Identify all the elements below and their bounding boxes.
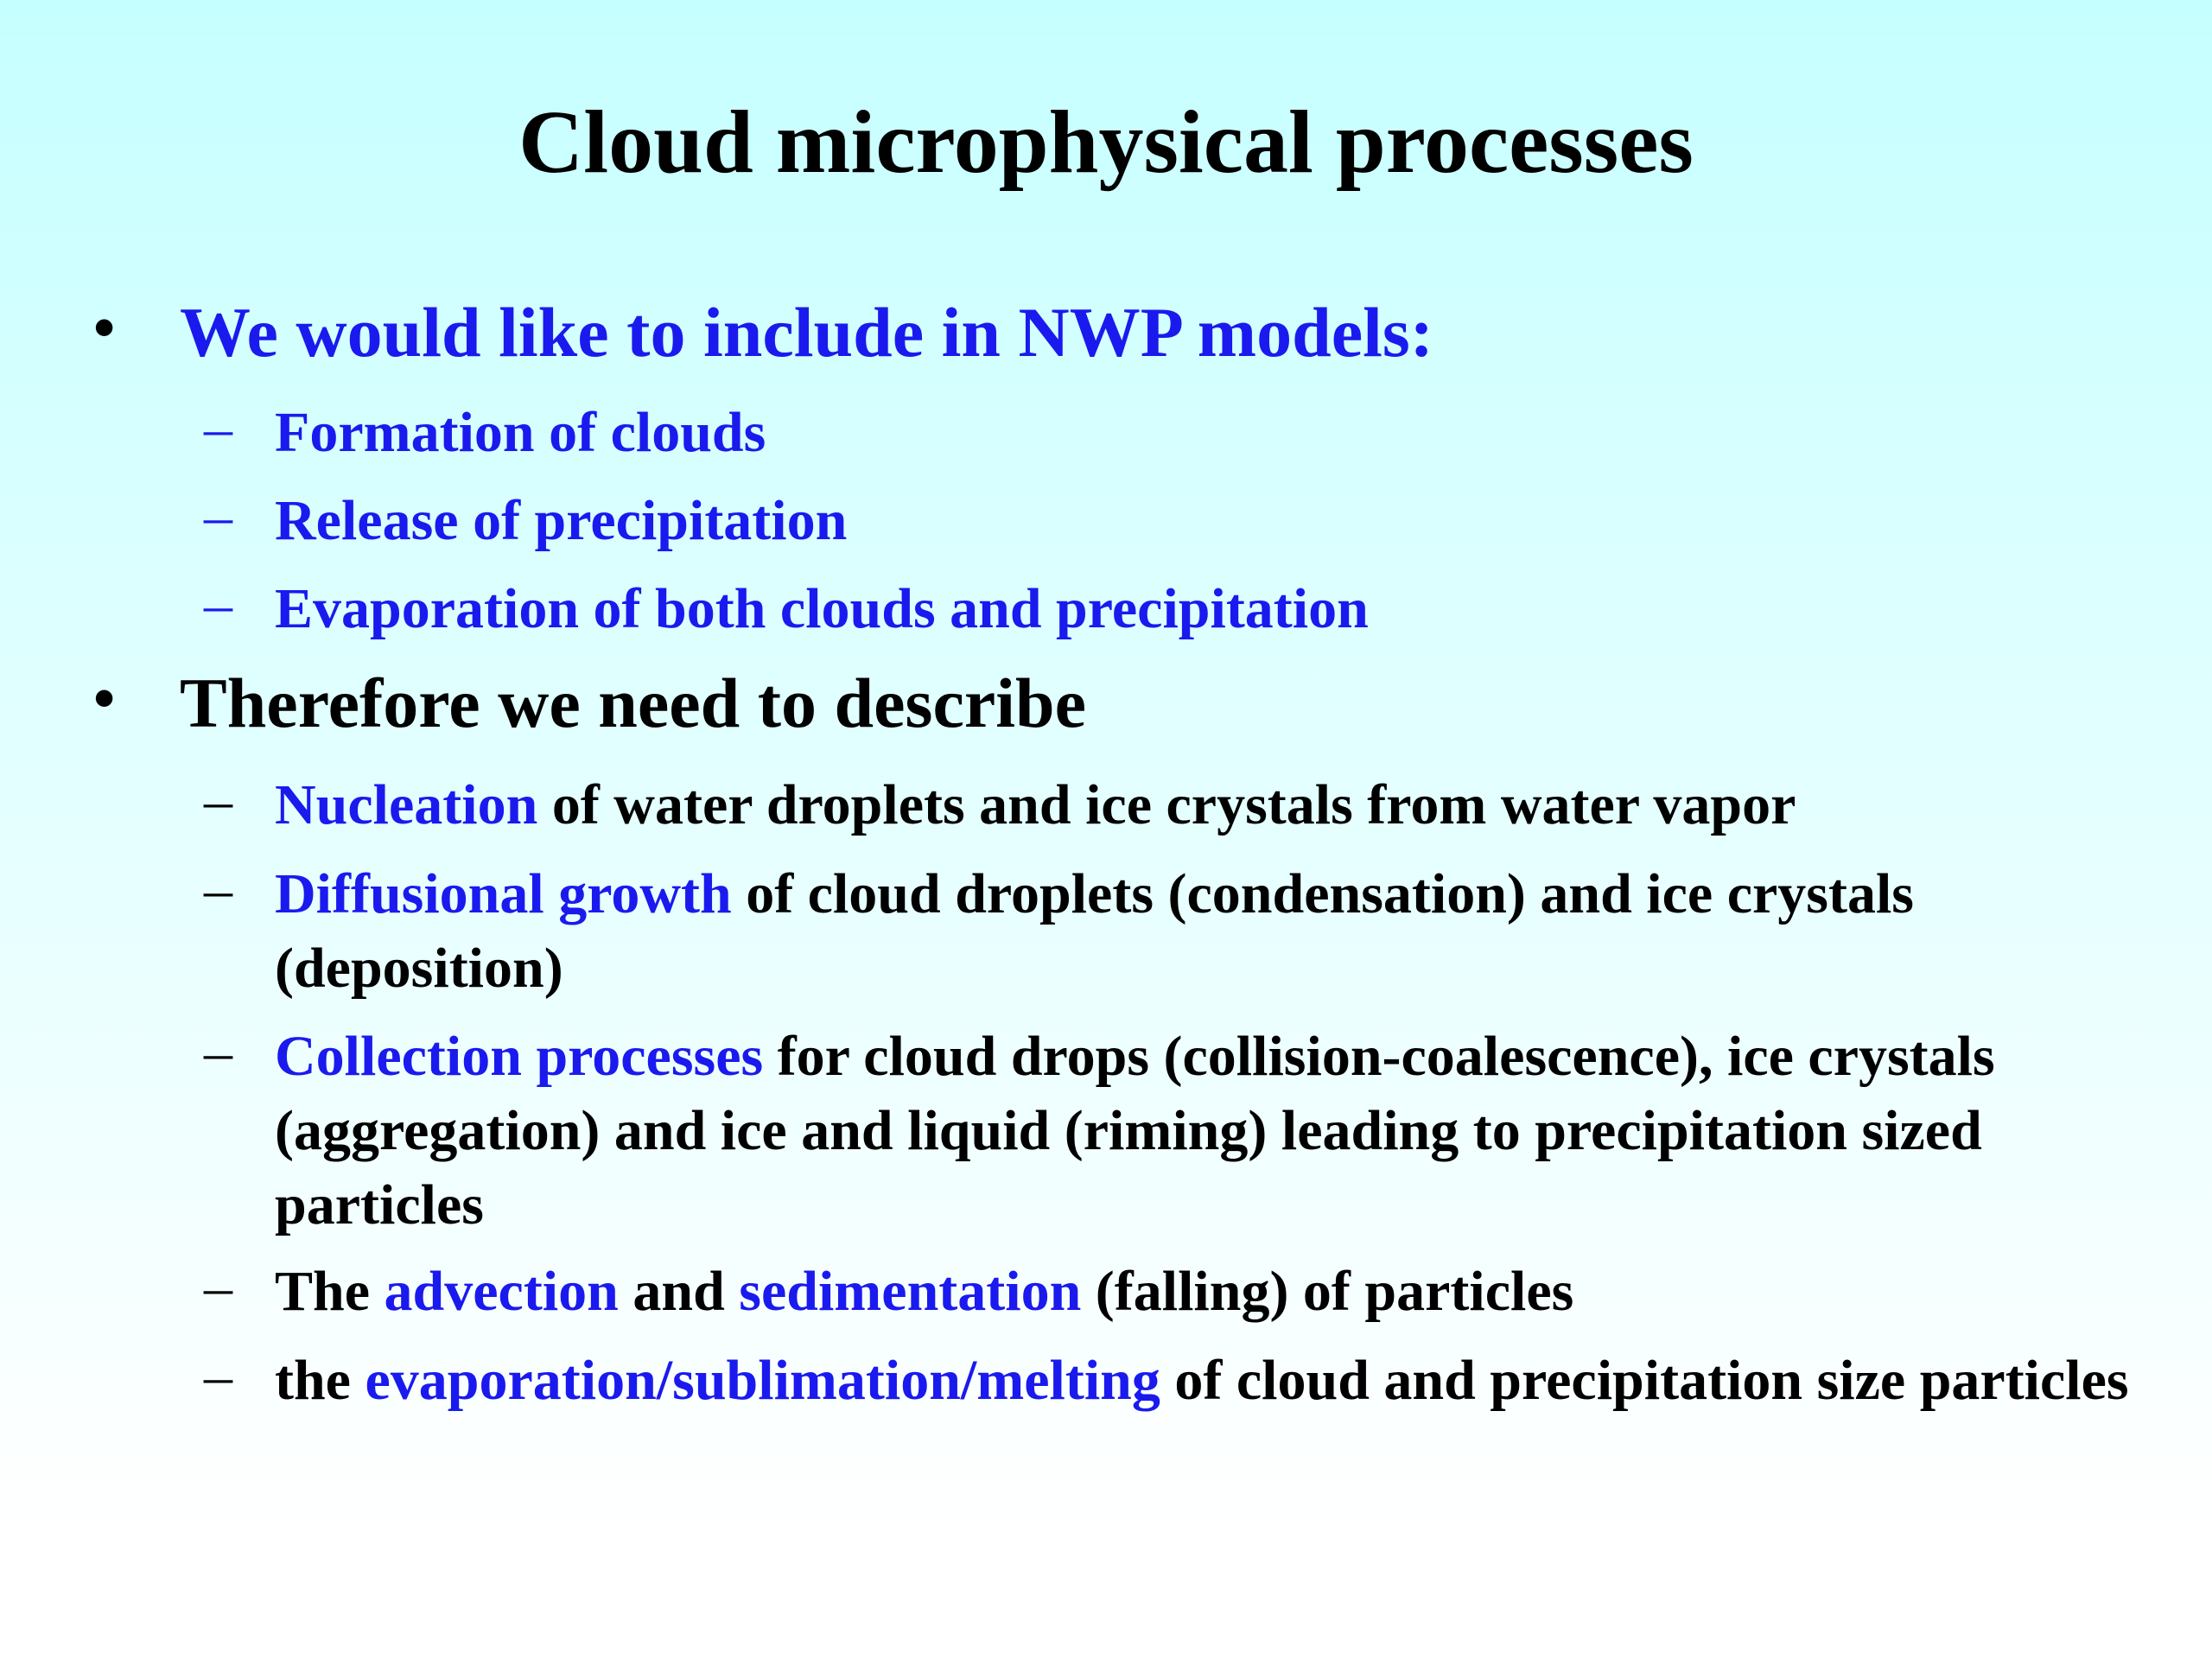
dash-marker: –	[204, 397, 232, 460]
subitem-text	[275, 768, 2133, 842]
dash-marker: –	[204, 769, 232, 832]
subitem-rest: of water droplets and ice crystals from water vapor	[537, 773, 1796, 836]
highlight-term: evaporation/sublimation/melting	[365, 1349, 1160, 1412]
highlight-term: sedimentation	[739, 1260, 1082, 1323]
dash-marker: –	[204, 573, 232, 636]
bullet-marker: •	[93, 293, 116, 362]
subitem-part: of cloud and precipitation size particles	[1160, 1349, 2129, 1412]
bullet-marker: •	[93, 664, 116, 733]
slide-title: Cloud microphysical processes	[518, 92, 1694, 192]
subitem-text	[275, 1255, 2133, 1329]
subitem-text: Evaporation of both clouds and precipitation	[275, 577, 1369, 640]
dash-marker: –	[204, 1020, 232, 1084]
dash-marker: –	[204, 1344, 232, 1408]
subitem-rest: for cloud drops (collision-coalescence), ice crystals (aggregation) and ice and liquid (riming) leading to precipitation sized particles	[275, 1025, 1995, 1236]
subitem-text	[275, 1020, 2003, 1243]
dash-marker: –	[204, 1255, 232, 1319]
subitem-part: the	[275, 1349, 365, 1412]
subitem-text: Release of precipitation	[275, 489, 848, 552]
highlight-term: advection	[384, 1260, 619, 1323]
dash-marker: –	[204, 858, 232, 921]
subitem-part: and	[618, 1260, 740, 1323]
bullet-text: Therefore we need to describe	[180, 664, 1087, 742]
highlight-term: Diffusional growth	[275, 862, 732, 925]
dash-marker: –	[204, 485, 232, 548]
subitem-part: (falling) of particles	[1081, 1260, 1574, 1323]
highlight-term: Nucleation	[275, 773, 538, 836]
subitem-text: Formation of clouds	[275, 401, 766, 464]
subitem-text	[275, 857, 2133, 1006]
bullet-text: We would like to include in NWP models:	[180, 293, 1434, 372]
subitem-text	[275, 1344, 2133, 1418]
subitem-rest: of cloud droplets (condensation) and ice crystals (deposition)	[275, 862, 1914, 1000]
subitem-part: The	[275, 1260, 385, 1323]
highlight-term: Collection processes	[275, 1025, 764, 1088]
